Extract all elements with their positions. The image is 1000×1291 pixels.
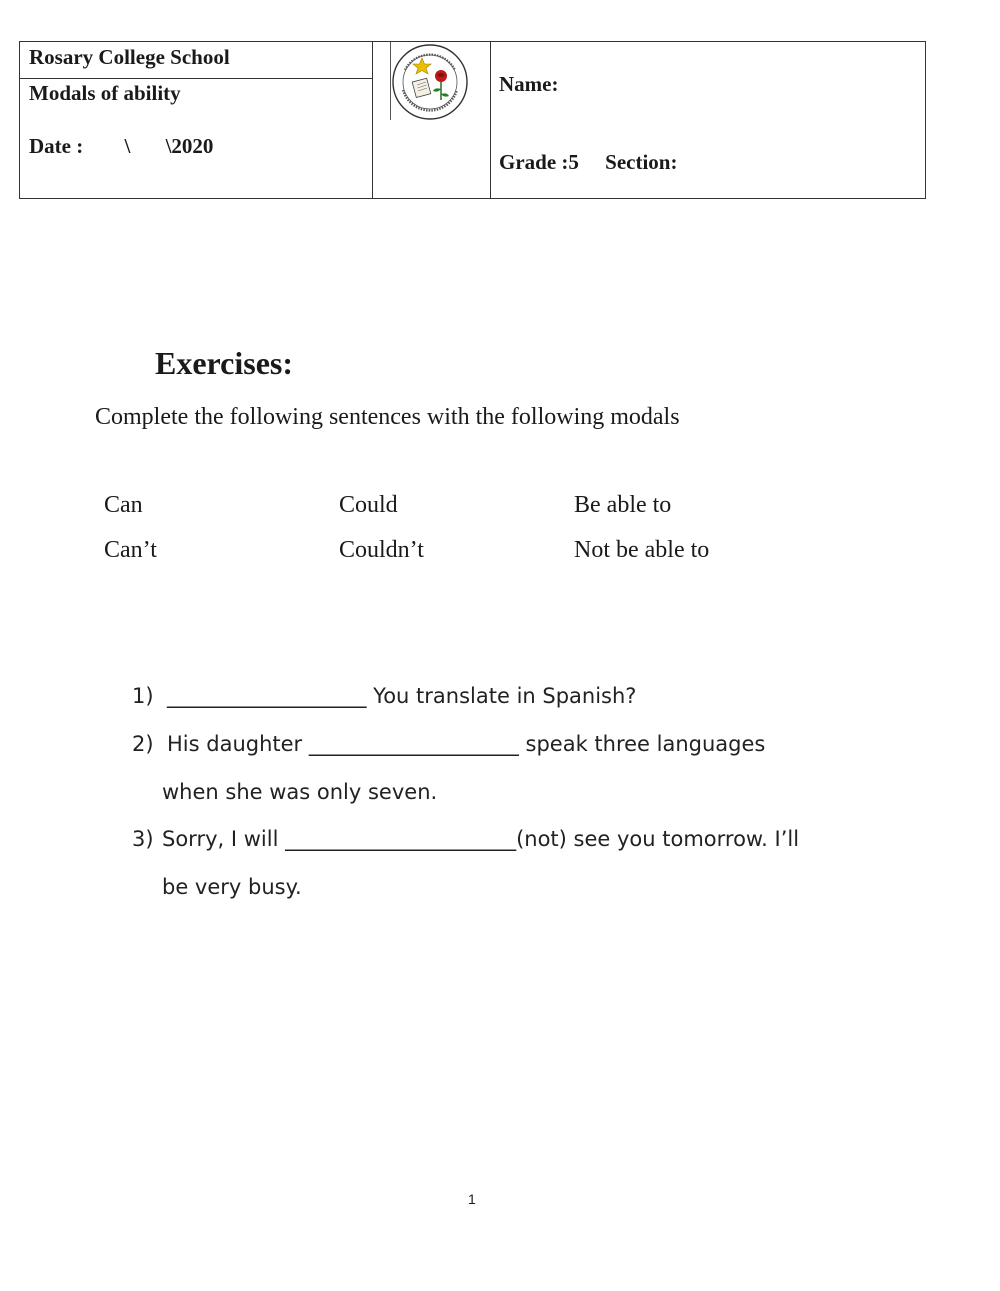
worksheet-topic: Modals of ability	[29, 81, 181, 105]
grade-section-row	[499, 150, 677, 175]
school-name: Rosary College School	[29, 45, 230, 69]
question-text-continued: when she was only seven.	[162, 780, 438, 804]
header-right-column	[491, 42, 925, 198]
date-separator: \	[124, 134, 131, 158]
modal-word: Can’t	[104, 537, 157, 563]
modal-word: Could	[339, 492, 398, 518]
question-number: 3)	[132, 827, 154, 851]
exercise-instructions: Complete the following sentences with the following modals	[95, 404, 680, 430]
question-text: ___________________ You translate in Spanish?	[167, 684, 637, 708]
modal-word: Not be able to	[574, 537, 710, 563]
question-text-continued: be very busy.	[162, 875, 302, 899]
date-label: Date :	[29, 134, 84, 158]
school-row	[20, 42, 372, 79]
question-number: 1)	[132, 684, 154, 708]
question-text: His daughter ____________________ speak three languages	[167, 732, 766, 756]
name-field-label: Name:	[499, 72, 559, 96]
section-label: Section:	[605, 150, 678, 174]
exercises-heading: Exercises:	[155, 345, 294, 381]
header-left-column	[20, 42, 373, 198]
grade-label: Grade :5	[499, 150, 579, 174]
date-year: \2020	[165, 134, 214, 158]
page-number: 1	[468, 1191, 476, 1207]
modal-word: Be able to	[574, 492, 672, 518]
date-field	[29, 134, 213, 159]
header-table	[19, 41, 926, 199]
modal-word: Can	[104, 492, 143, 518]
header-logo-column	[373, 42, 491, 198]
question-text: Sorry, I will ______________________(not) see you tomorrow. I’ll	[162, 827, 800, 851]
question-number: 2)	[132, 732, 154, 756]
school-seal-icon	[389, 42, 471, 122]
modal-word: Couldn’t	[339, 537, 424, 563]
